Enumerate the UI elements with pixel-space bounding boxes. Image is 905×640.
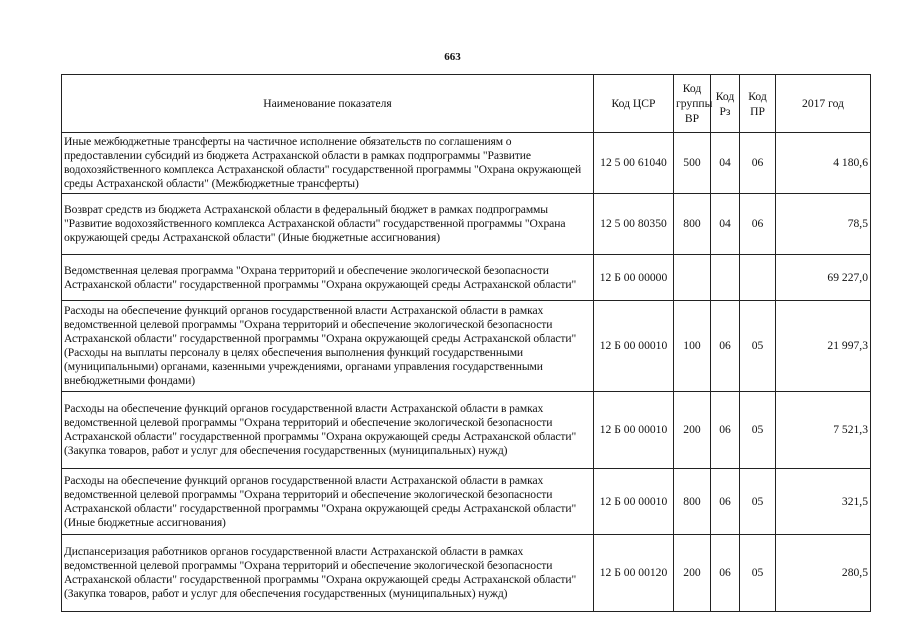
row-pr: 06 [740,133,776,194]
row-csr: 12 5 00 80350 [594,194,674,255]
table-row [62,535,871,612]
row-rz: 04 [711,133,740,194]
table-row [62,469,871,535]
row-rz: 06 [711,535,740,612]
row-pr: 05 [740,301,776,392]
row-amount: 69 227,0 [776,255,871,301]
header-rz: Код Рз [711,75,740,133]
row-name: Расходы на обеспечение функций органов государственной власти Астраханской области в рамках ведомственной целевой программы "Охрана территорий и обеспечение экологической безопасности Астраханской области" государственной программы "Охрана окружающей среды Астраханской области" (Иные бюджетные ассигнования) [62,469,594,535]
row-vr: 200 [674,535,711,612]
row-vr: 500 [674,133,711,194]
row-vr: 100 [674,301,711,392]
row-vr: 800 [674,194,711,255]
row-vr [674,255,711,301]
row-csr: 12 Б 00 00000 [594,255,674,301]
header-amount: 2017 год [776,75,871,133]
header-pr: Код ПР [740,75,776,133]
row-name: Ведомственная целевая программа "Охрана территорий и обеспечение экологической безопасности Астраханской области" государственной программы "Охрана окружающей среды Астраханской области" [62,255,594,301]
row-csr: 12 5 00 61040 [594,133,674,194]
row-csr: 12 Б 00 00120 [594,535,674,612]
row-name: Возврат средств из бюджета Астраханской области в федеральный бюджет в рамках подпрограммы "Развитие водохозяйственного комплекса Астраханской области" государственной программы "Охрана окружающей среды Астраханской области" (Иные бюджетные ассигнования) [62,194,594,255]
table-row [62,133,871,194]
table-row [62,392,871,469]
table-row [62,255,871,301]
row-pr: 05 [740,469,776,535]
row-name: Расходы на обеспечение функций органов государственной власти Астраханской области в рамках ведомственной целевой программы "Охрана территорий и обеспечение экологической безопасности Астраханской области" государственной программы "Охрана окружающей среды Астраханской области" (Расходы на выплаты персоналу в целях обеспечения выполнения функций государственными (муниципальными) органами, казенными учреждениями, органами управления государственными внебюджетными фондами) [62,301,594,392]
row-amount: 321,5 [776,469,871,535]
row-pr: 05 [740,392,776,469]
row-rz: 06 [711,469,740,535]
row-name: Диспансеризация работников органов государственной власти Астраханской области в рамках ведомственной целевой программы "Охрана территорий и обеспечение экологической безопасности Астраханской области" государственной программы "Охрана окружающей среды Астраханской области" (Закупка товаров, работ и услуг для обеспечения государственных (муниципальных) нужд) [62,535,594,612]
row-amount: 21 997,3 [776,301,871,392]
budget-table [61,74,871,612]
row-csr: 12 Б 00 00010 [594,392,674,469]
row-vr: 800 [674,469,711,535]
row-amount: 4 180,6 [776,133,871,194]
row-rz: 06 [711,392,740,469]
row-amount: 280,5 [776,535,871,612]
table-row [62,194,871,255]
row-pr: 06 [740,194,776,255]
row-amount: 7 521,3 [776,392,871,469]
table-header-row [62,75,871,133]
header-csr: Код ЦСР [594,75,674,133]
row-pr: 05 [740,535,776,612]
page-number: 663 [444,51,461,63]
row-vr: 200 [674,392,711,469]
row-rz: 04 [711,194,740,255]
table-row [62,301,871,392]
row-rz: 06 [711,301,740,392]
header-vr: Код группы ВР [674,75,711,133]
row-csr: 12 Б 00 00010 [594,301,674,392]
row-pr [740,255,776,301]
row-amount: 78,5 [776,194,871,255]
row-name: Расходы на обеспечение функций органов государственной власти Астраханской области в рамках ведомственной целевой программы "Охрана территорий и обеспечение экологической безопасности Астраханской области" государственной программы "Охрана окружающей среды Астраханской области" (Закупка товаров, работ и услуг для обеспечения государственных (муниципальных) нужд) [62,392,594,469]
row-csr: 12 Б 00 00010 [594,469,674,535]
row-rz [711,255,740,301]
header-name: Наименование показателя [62,75,594,133]
row-name: Иные межбюджетные трансферты на частичное исполнение обязательств по соглашениям о предоставлении субсидий из бюджета Астраханской области в рамках подпрограммы "Развитие водохозяйственного комплекса Астраханской области" государственной программы "Охрана окружающей среды Астраханской области" (Межбюджетные трансферты) [62,133,594,194]
